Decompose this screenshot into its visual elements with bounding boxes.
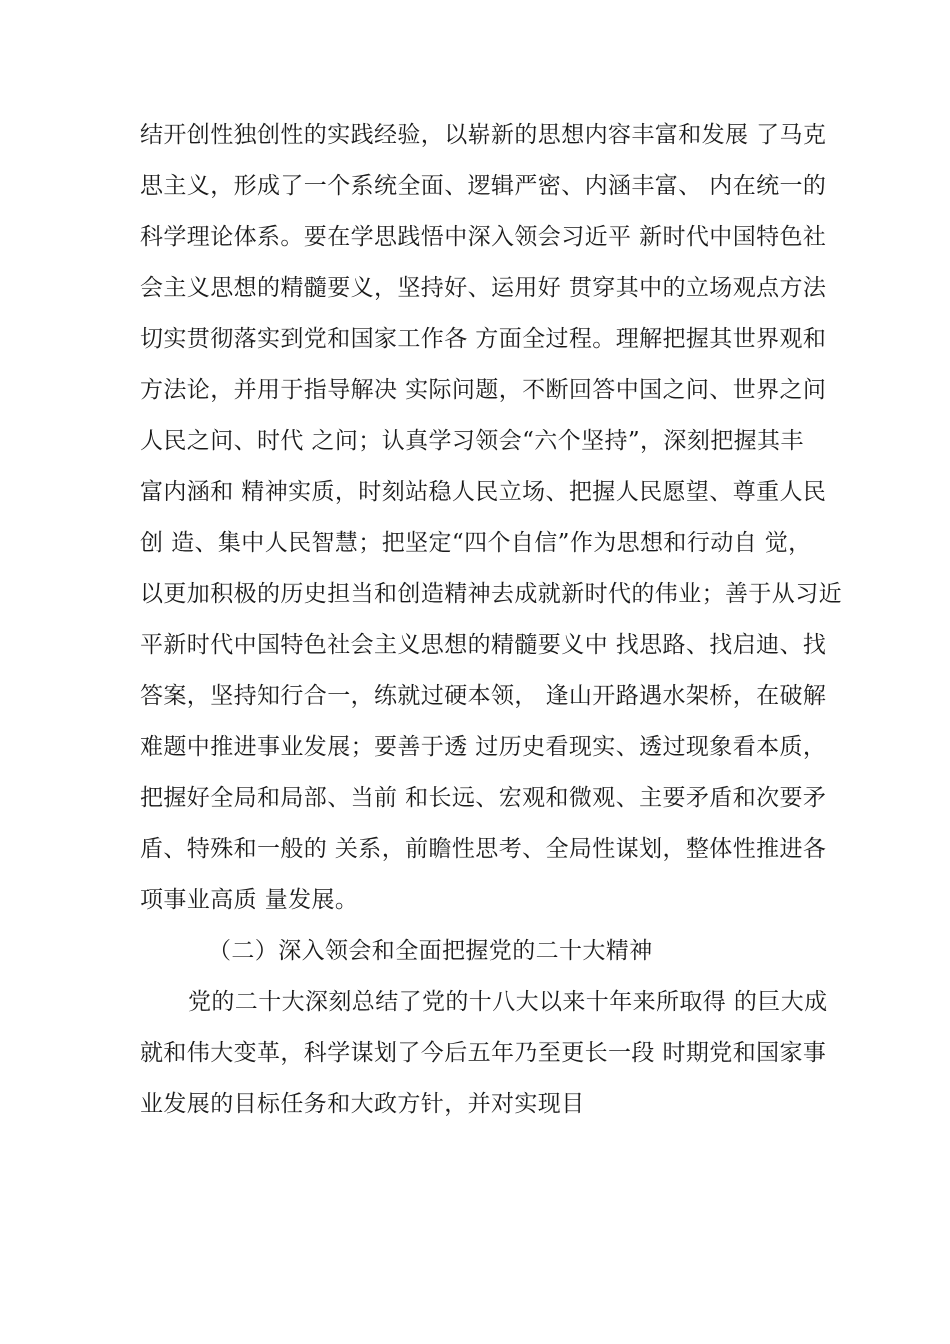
body-text-line: 思主义，形成了一个系统全面、逻辑严密、内涵丰富、 内在统一的 bbox=[140, 173, 827, 199]
body-text-line: 难题中推进事业发展；要善于透 过历史看现实、透过现象看本质， bbox=[140, 734, 827, 760]
body-text-line: 答案，坚持知行合一，练就过硬本领， 逢山开路遇水架桥，在破解 bbox=[140, 683, 827, 709]
body-text-line: 业发展的目标任务和大政方针，并对实现目 bbox=[140, 1091, 585, 1117]
body-text-line: 方法论，并用于指导解决 实际问题，不断回答中国之问、世界之问 bbox=[140, 377, 827, 403]
body-text-line: 就和伟大变革，科学谋划了今后五年乃至更长一段 时期党和国家事 bbox=[140, 1040, 827, 1066]
body-text-line: 会主义思想的精髓要义，坚持好、运用好 贯穿其中的立场观点方法 bbox=[140, 275, 827, 301]
body-text-line: 富内涵和 精神实质，时刻站稳人民立场、把握人民愿望、尊重人民 bbox=[140, 479, 827, 505]
body-text-line: 党的二十大深刻总结了党的十八大以来十年来所取得 的巨大成 bbox=[188, 989, 828, 1015]
body-text-line: 把握好全局和局部、当前 和长远、宏观和微观、主要矛盾和次要矛 bbox=[140, 785, 827, 811]
section-heading: （二）深入领会和全面把握党的二十大精神 bbox=[208, 938, 653, 964]
body-text-line: 切实贯彻落实到党和国家工作各 方面全过程。理解把握其世界观和 bbox=[140, 326, 827, 352]
body-text-line: 平新时代中国特色社会主义思想的精髓要义中 找思路、找启迪、找 bbox=[140, 632, 827, 658]
body-text-line: 创 造、集中人民智慧；把坚定“四个自信”作为思想和行动自 觉， bbox=[140, 530, 812, 556]
body-text-line: 人民之问、时代 之问；认真学习领会“六个坚持”，深刻把握其丰 bbox=[140, 428, 804, 454]
body-text-line: 盾、特殊和一般的 关系，前瞻性思考、全局性谋划，整体性推进各 bbox=[140, 836, 827, 862]
body-text-line: 结开创性独创性的实践经验，以崭新的思想内容丰富和发展 了马克 bbox=[140, 122, 827, 148]
body-text-line: 以更加积极的历史担当和创造精神去成就新时代的伟业；善于从习近 bbox=[140, 581, 842, 607]
body-text-line: 项事业高质 量发展。 bbox=[140, 887, 359, 913]
body-text-line: 科学理论体系。要在学思践悟中深入领会习近平 新时代中国特色社 bbox=[140, 224, 827, 250]
